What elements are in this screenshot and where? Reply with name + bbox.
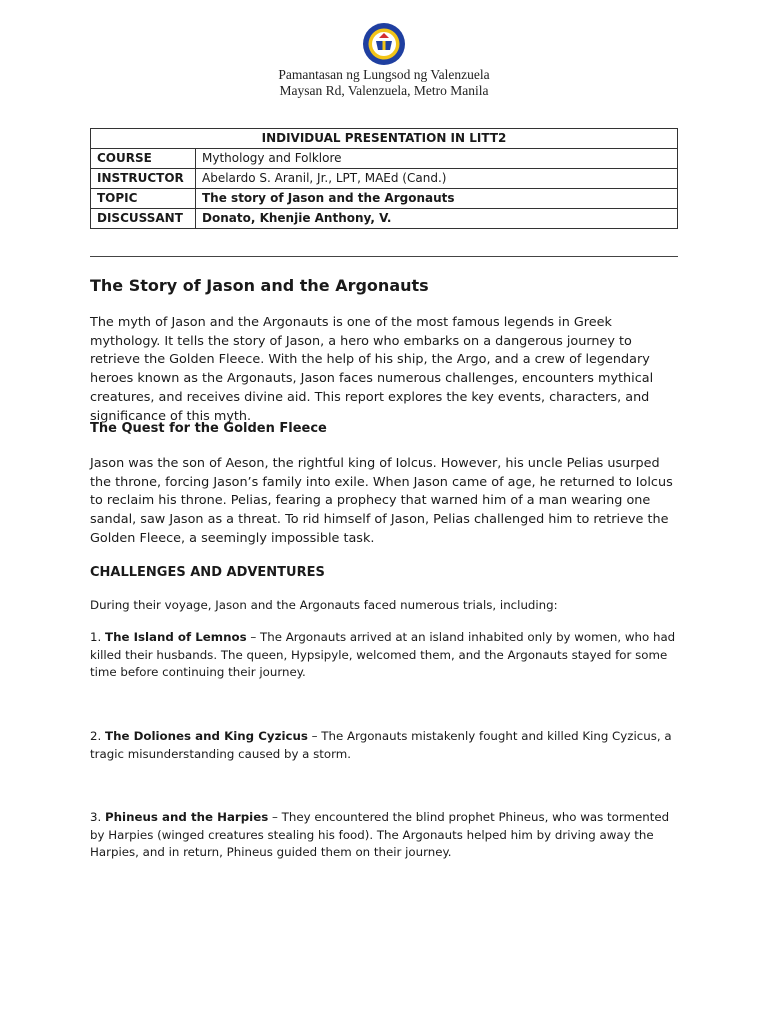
item-number: 2. — [90, 729, 102, 743]
instructor-label: INSTRUCTOR — [91, 169, 196, 189]
course-value: Mythology and Folklore — [196, 149, 678, 169]
topic-label: TOPIC — [91, 189, 196, 209]
item-text: – They encountered the blind prophet Phineus, who was tormented by Harpies (winged creatures stealing his food). The Argonauts helped him by driving away the Harpies, and in return, Phineus guided them on their journey. — [90, 810, 670, 859]
table-title: INDIVIDUAL PRESENTATION IN LITT2 — [91, 129, 678, 149]
item-title: The Doliones and King Cyzicus — [105, 729, 308, 743]
instructor-value: Abelardo S. Aranil, Jr., LPT, MAEd (Cand.) — [196, 169, 678, 189]
list-item — [90, 629, 682, 682]
item-title: The Island of Lemnos — [105, 630, 247, 644]
presentation-info-table — [90, 128, 678, 229]
challenges-heading: CHALLENGES AND ADVENTURES — [90, 565, 325, 580]
discussant-label: DISCUSSANT — [91, 209, 196, 229]
document-title: The Story of Jason and the Argonauts — [90, 276, 429, 295]
table-row — [91, 149, 678, 169]
table-title-row — [91, 129, 678, 149]
university-address: Maysan Rd, Valenzuela, Metro Manila — [279, 83, 489, 98]
table-row — [91, 209, 678, 229]
item-title: Phineus and the Harpies — [105, 810, 269, 824]
item-number: 3. — [90, 810, 102, 824]
table-row — [91, 169, 678, 189]
university-name: Pamantasan ng Lungsod ng Valenzuela — [278, 67, 490, 82]
list-item — [90, 728, 682, 763]
course-label: COURSE — [91, 149, 196, 169]
intro-paragraph: The myth of Jason and the Argonauts is one of the most famous legends in Greek mythology. It tells the story of Jason, a hero who embarks on a dangerous journey to retrieve the Golden Fleece. With the help of his ship, the Argo, and a crew of legendary heroes known as the Argonauts, Jason faces numerous challenges, encounters mythical creatures, and receives divine aid. This report explores the key events, characters, and significance of this myth. — [90, 315, 654, 424]
quest-heading: The Quest for the Golden Fleece — [90, 421, 327, 436]
item-number: 1. — [90, 630, 102, 644]
topic-value: The story of Jason and the Argonauts — [196, 189, 678, 209]
quest-paragraph: Jason was the son of Aeson, the rightful king of Iolcus. However, his uncle Pelias usurped the throne, forcing Jason’s family into exile. When Jason came of age, he returned to Iolcus to reclaim his throne. Pelias, fearing a prophecy that warned him of a man wearing one sandal, saw Jason as a threat. To rid himself of Jason, Pelias challenged him to retrieve the Golden Fleece, a seemingly impossible task. — [90, 456, 673, 546]
challenges-intro: During their voyage, Jason and the Argonauts faced numerous trials, including: — [90, 598, 558, 612]
item-text: – The Argonauts arrived at an island inhabited only by women, who had killed their husbands. The queen, Hypsipyle, welcomed them, and the Argonauts stayed for some time before continuing their journey. — [90, 630, 676, 679]
item-text: – The Argonauts mistakenly fought and killed King Cyzicus, a tragic misunderstanding caused by a storm. — [90, 729, 672, 761]
discussant-value: Donato, Khenjie Anthony, V. — [196, 209, 678, 229]
university-seal-icon — [362, 22, 406, 66]
divider — [90, 256, 678, 257]
list-item — [90, 809, 682, 862]
table-row — [91, 189, 678, 209]
